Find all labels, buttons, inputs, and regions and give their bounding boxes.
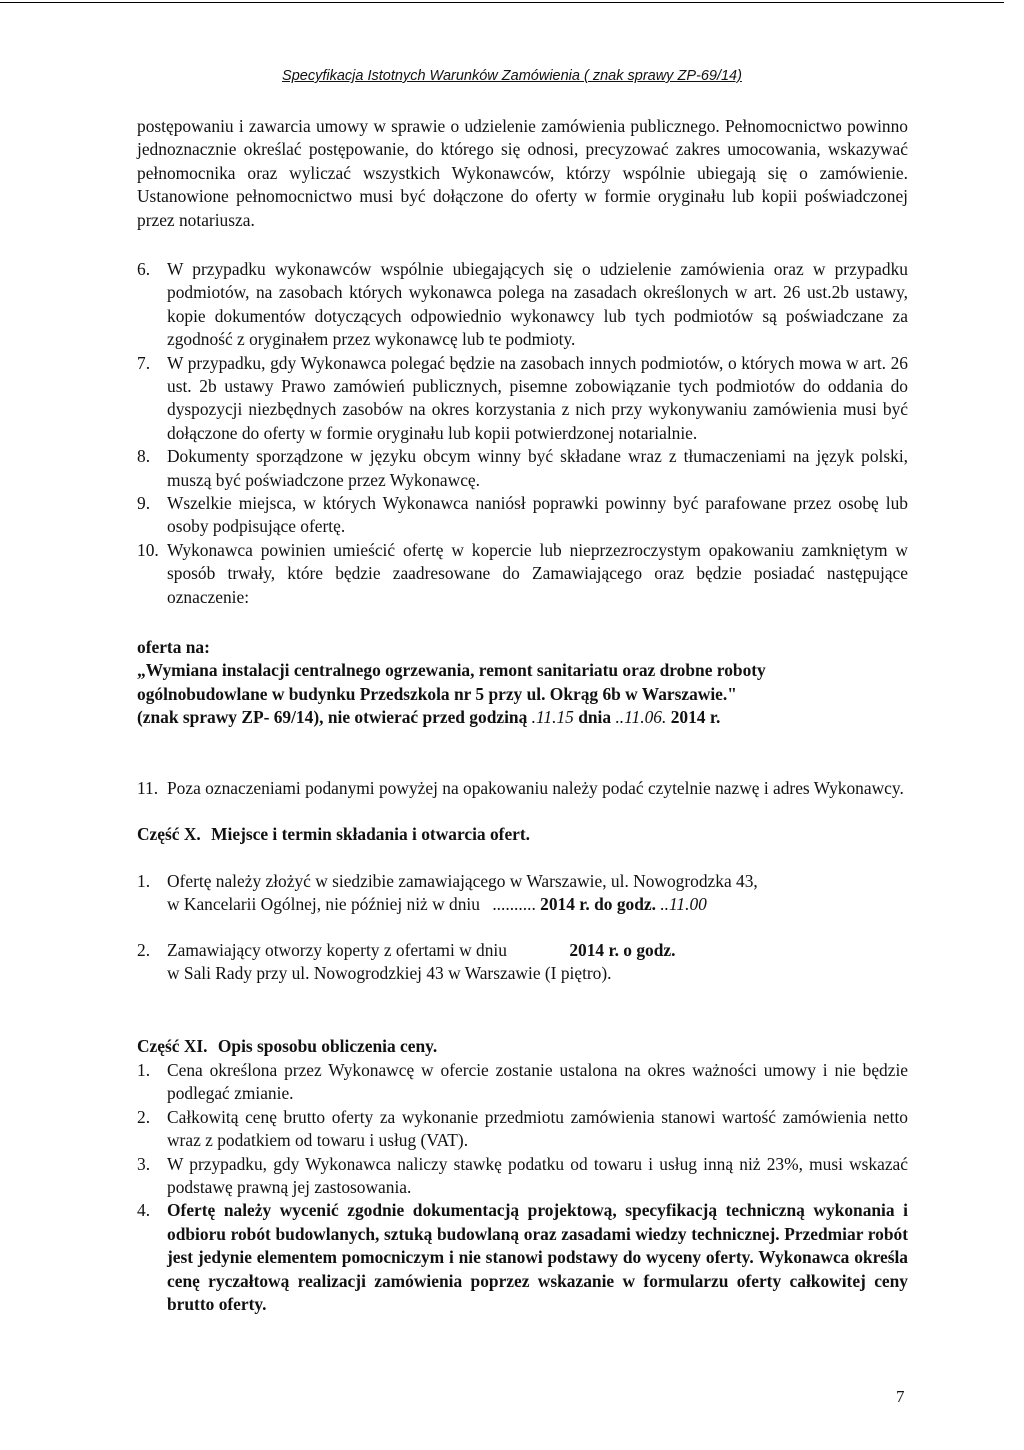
offer-label: oferta na: — [137, 637, 210, 657]
item-text-line1: Ofertę należy złożyć w siedzibie zamawiającego w Warszawie, ul. Nowogrodzka 43, — [167, 871, 758, 891]
page-number: 7 — [896, 1387, 905, 1406]
item-text-line2 — [167, 893, 908, 916]
handwritten-date: ..11.06. — [615, 707, 667, 728]
section-11-list — [137, 1059, 908, 1316]
item-text: Ofertę należy wycenić zgodnie dokumentacją projektową, specyfikacją techniczną wykonania i odbioru robót budowlanych, sztuką budowlaną oraz zasadami wiedzy technicznej. Przedmiar robót jest jedynie elementem pomocniczym i nie stanowi podstawy do wyceny oferty. Wykonawca określa cenę ryczałtową realizacji zamówienia poprzez wskazanie w formularzu oferty całkowitej ceny brutto oferty. — [167, 1200, 908, 1315]
item-number: 3. — [137, 1153, 151, 1174]
top-rule — [0, 2, 1004, 3]
item-number: 2. — [137, 939, 151, 960]
item-number: 4. — [137, 1200, 151, 1221]
item-11 — [137, 777, 908, 800]
item-number: 9. — [137, 493, 151, 514]
handwritten-time: .11.15 — [531, 707, 574, 728]
item-bold-text: 2014 r. do godz. — [540, 894, 656, 915]
list-item — [137, 870, 908, 917]
item-text: Całkowitą cenę brutto oferty za wykonanie przedmiotu zamówienia stanowi wartość zamówienia netto wraz z podatkiem od towaru i usług (VAT). — [167, 1106, 908, 1151]
list-item — [137, 352, 908, 446]
item-number: 7. — [137, 352, 151, 373]
item-text: W przypadku wykonawców wspólnie ubiegających się o udzielenie zamówienia oraz w przypadku podmiotów, na zasobach których wykonawca polega na zasadach określonych w art. 26 ust.2b ustawy, kopie dokumentów dotyczących odpowiednio wykonawcy lub tych podmiotów są poświadczane za zgodność z oryginałem przez wykonawcę lub te podmioty. — [167, 259, 908, 350]
offer-year: 2014 r. — [670, 707, 721, 728]
intro-paragraph — [137, 115, 908, 232]
section-title: Opis sposobu obliczenia ceny. — [217, 1036, 438, 1056]
offer-title-line1: „Wymiana instalacji centralnego ogrzewania, remont sanitariatu oraz drobne roboty — [137, 660, 766, 681]
section-title: Miejsce i termin składania i otwarcia ofert. — [211, 824, 531, 844]
list-item — [137, 1153, 908, 1200]
item-text: W przypadku, gdy Wykonawca polegać będzie na zasobach innych podmiotów, o których mowa w art. 26 ust. 2b ustawy Prawo zamówień publicznych, pisemne zobowiązanie tych podmiotów do oddania do dyspozycji niezbędnych zasobów na okres korzystania z nich przy wykonywaniu zamówienia musi być dołączone do oferty w formie oryginału lub kopii potwierdzonej notarialnie. — [167, 352, 908, 443]
item-text: Wszelkie miejsca, w których Wykonawca naniósł poprawki powinny być parafowane przez osobę lub osoby podpisujące ofertę. — [167, 493, 908, 537]
item-number: 11. — [137, 778, 159, 798]
item-number: 10. — [137, 539, 159, 560]
list-item — [137, 1106, 908, 1153]
section-10-list — [137, 870, 908, 986]
item-text: Zamawiający otworzy koperty z ofertami w dniu — [167, 939, 507, 960]
blank-dots: .......... — [492, 894, 536, 915]
offer-label-block — [137, 636, 908, 730]
item-number: 8. — [137, 446, 151, 467]
list-item — [137, 777, 908, 800]
section-10-heading — [137, 823, 908, 846]
section-11-heading — [137, 1035, 908, 1058]
offer-title-line3 — [137, 706, 908, 729]
list-item — [137, 492, 908, 539]
intro-text: postępowaniu i zawarcia umowy w sprawie o udzielenie zamówienia publicznego. Pełnomocnictwo powinno jednoznacznie określać postępowanie, do którego się odnosi, precyzować zakres umocowania, wskazywać pełnomocnika oraz wyliczać wszystkich Wykonawców, którzy wspólnie ubiegają się o zamówienie. Ustanowione pełnomocnictwo musi być dołączone do oferty w formie oryginału lub kopii poświadczonej przez notariusza. — [137, 116, 908, 230]
numbered-list — [137, 258, 908, 609]
item-bold-text: 2014 r. o godz. — [569, 939, 676, 960]
section-label: Część X. — [137, 824, 201, 844]
item-text: W przypadku, gdy Wykonawca naliczy stawkę podatku od towaru i usług inną niż 23%, musi wskazać podstawę prawną jej zastosowania. — [167, 1153, 908, 1198]
offer-day-label: dnia — [578, 707, 612, 728]
item-text: Wykonawca powinien umieścić ofertę w kopercie lub nieprzezroczystym opakowaniu zamkniętym w sposób trwały, które będzie zaadresowane do Zamawiającego oraz będzie posiadać następujące oznaczenie: — [167, 539, 908, 607]
list-item — [137, 445, 908, 492]
list-item — [137, 939, 908, 986]
item-number: 1. — [137, 871, 151, 891]
item-number: 6. — [137, 259, 151, 279]
item-number: 1. — [137, 1060, 151, 1080]
section-label: Część XI. — [137, 1036, 208, 1056]
offer-title-line2: ogólnobudowlane w budynku Przedszkola nr 5 przy ul. Okrąg 6b w Warszawie." — [137, 683, 737, 704]
list-item — [137, 1059, 908, 1106]
item-text-line1 — [167, 939, 908, 962]
item-text: Dokumenty sporządzone w języku obcym winny być składane wraz z tłumaczeniami na język polski, muszą być poświadczone przez Wykonawcę. — [167, 446, 908, 490]
list-item — [137, 258, 908, 352]
offer-case-text: (znak sprawy ZP- 69/14), nie otwierać przed godziną — [137, 707, 528, 728]
item-text: w Kancelarii Ogólnej, nie później niż w dniu — [167, 894, 480, 915]
list-item — [137, 539, 908, 609]
running-header: Specyfikacja Istotnych Warunków Zamówienia ( znak sprawy ZP-69/14) — [282, 68, 742, 84]
item-text-line2: w Sali Rady przy ul. Nowogrodzkiej 43 w Warszawie (I piętro). — [167, 963, 612, 984]
list-item — [137, 1199, 908, 1316]
item-number: 2. — [137, 1106, 151, 1127]
item-text: Cena określona przez Wykonawcę w ofercie zostanie ustalona na okres ważności umowy i nie będzie podlegać zmianie. — [167, 1060, 908, 1104]
handwritten-time: ..11.00 — [660, 894, 707, 915]
item-text: Poza oznaczeniami podanymi powyżej na opakowaniu należy podać czytelnie nazwę i adres Wykonawcy. — [167, 778, 904, 798]
